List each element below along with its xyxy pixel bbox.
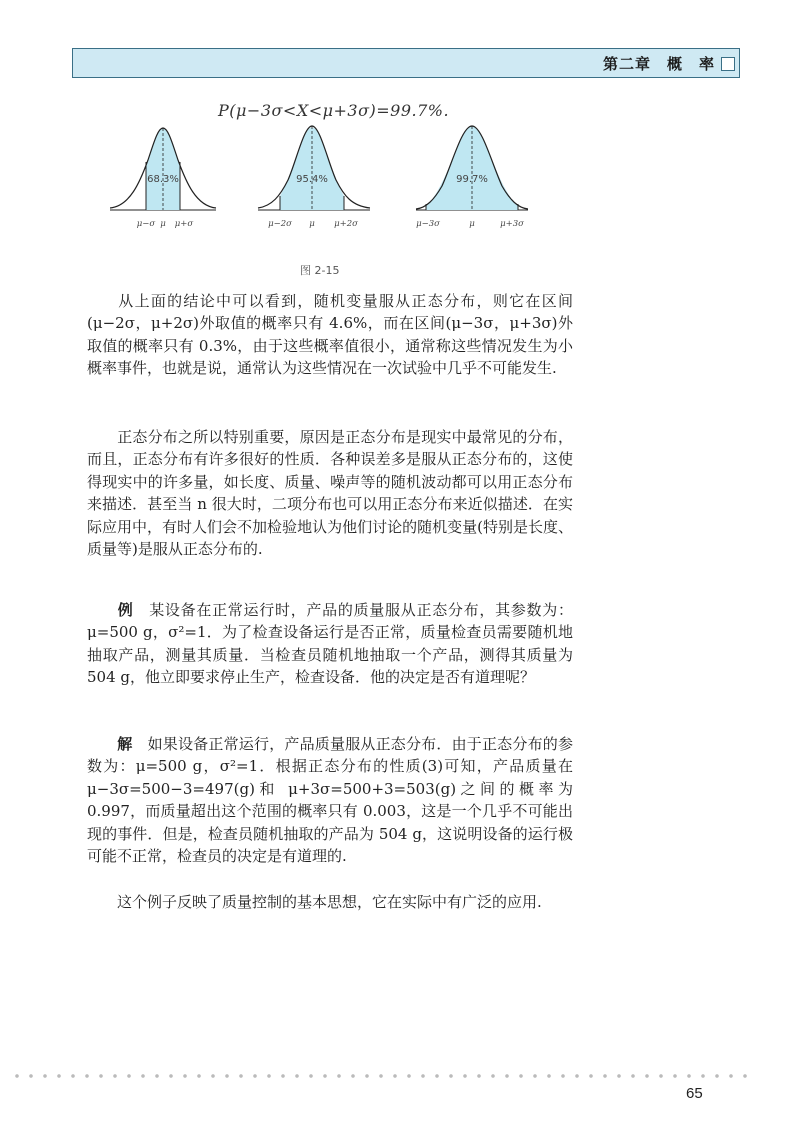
paragraph-4-text: 如果设备正常运行，产品质量服从正态分布．由于正态分布的参数为：μ=500 g，σ²=1．根据正态分布的性质(3)可知，产品质量在 μ−3σ=500−3=497(g)和 μ+3σ=500+3=503(g)之间的概率为 0.997，而质量超出这个范围的概率只有 0.003，这是一个几乎不可能出现的事件．但是，检查员随机抽取的产品为 504 g，这说明设备的运行极可能不正常，检查员的决定是有道理的.	[87, 735, 573, 866]
paragraph-conclusion	[87, 891, 573, 913]
panel-1-label-right: μ+σ	[174, 219, 194, 229]
panel-1-label-mid: μ	[160, 219, 166, 229]
panel-1-percent: 68.3%	[147, 174, 179, 185]
normal-distribution-figure	[110, 122, 550, 232]
panel-3-label-left: μ−3σ	[416, 219, 440, 229]
paragraph-1-text: 从上面的结论中可以看到，随机变量服从正态分布，则它在区间(μ−2σ，μ+2σ)外取值的概率只有 4.6%，而在区间(μ−3σ，μ+3σ)外取值的概率只有 0.3%，由于这些概率值很小，通常称这些情况发生为小概率事件，也就是说，通常认为这些情况在一次试验中几乎不可能发生.	[87, 292, 573, 378]
paragraph-small-probability	[87, 290, 573, 380]
paragraph-2-text: 正态分布之所以特别重要，原因是正态分布是现实中最常见的分布，而且，正态分布有许多很好的性质．各种误差多是服从正态分布的，这使得现实中的许多量，如长度、质量、噪声等的随机波动都可以用正态分布来描述．甚至当 n 很大时，二项分布也可以用正态分布来近似描述．在实际应用中，有时人们会不加检验地认为他们讨论的随机变量(特别是长度、质量等)是服从正态分布的.	[87, 428, 573, 559]
footer-dotted-rule	[10, 1073, 750, 1079]
paragraph-example	[87, 599, 573, 689]
page-number: 65	[686, 1085, 703, 1102]
paragraph-importance	[87, 426, 573, 560]
figure-caption: 图 2-15	[300, 264, 340, 277]
panel-1	[110, 128, 216, 229]
panel-2-label-right: μ+2σ	[334, 219, 358, 229]
panel-3-percent: 99.7%	[456, 174, 488, 185]
chapter-title: 第二章 概 率	[602, 55, 715, 73]
solution-label: 解	[117, 735, 133, 753]
panel-2-percent: 95.4%	[296, 174, 328, 185]
panel-3-label-mid: μ	[469, 219, 475, 229]
panel-3-label-right: μ+3σ	[500, 219, 524, 229]
example-label: 例	[117, 601, 134, 619]
panel-2	[258, 126, 370, 229]
panel-1-label-left: μ−σ	[136, 219, 156, 229]
panel-3	[416, 126, 528, 229]
paragraph-5-text: 这个例子反映了质量控制的基本思想，它在实际中有广泛的应用.	[117, 893, 542, 911]
paragraph-solution	[87, 733, 573, 867]
chapter-header-bar	[72, 48, 740, 78]
panel-2-label-mid: μ	[309, 219, 315, 229]
paragraph-3-text: 某设备在正常运行时，产品的质量服从正态分布，其参数为：μ=500 g，σ²=1．为了检查设备运行是否正常，质量检查员需要随机地抽取产品，测量其质量．当检查员随机地抽取一个产品，测得其质量为 504 g，他立即要求停止生产，检查设备．他的决定是否有道理呢？	[87, 601, 573, 687]
panel-2-label-left: μ−2σ	[268, 219, 292, 229]
probability-formula: P(μ−3σ<X<μ+3σ)=99.7%.	[218, 101, 450, 120]
header-square-icon	[721, 57, 735, 71]
